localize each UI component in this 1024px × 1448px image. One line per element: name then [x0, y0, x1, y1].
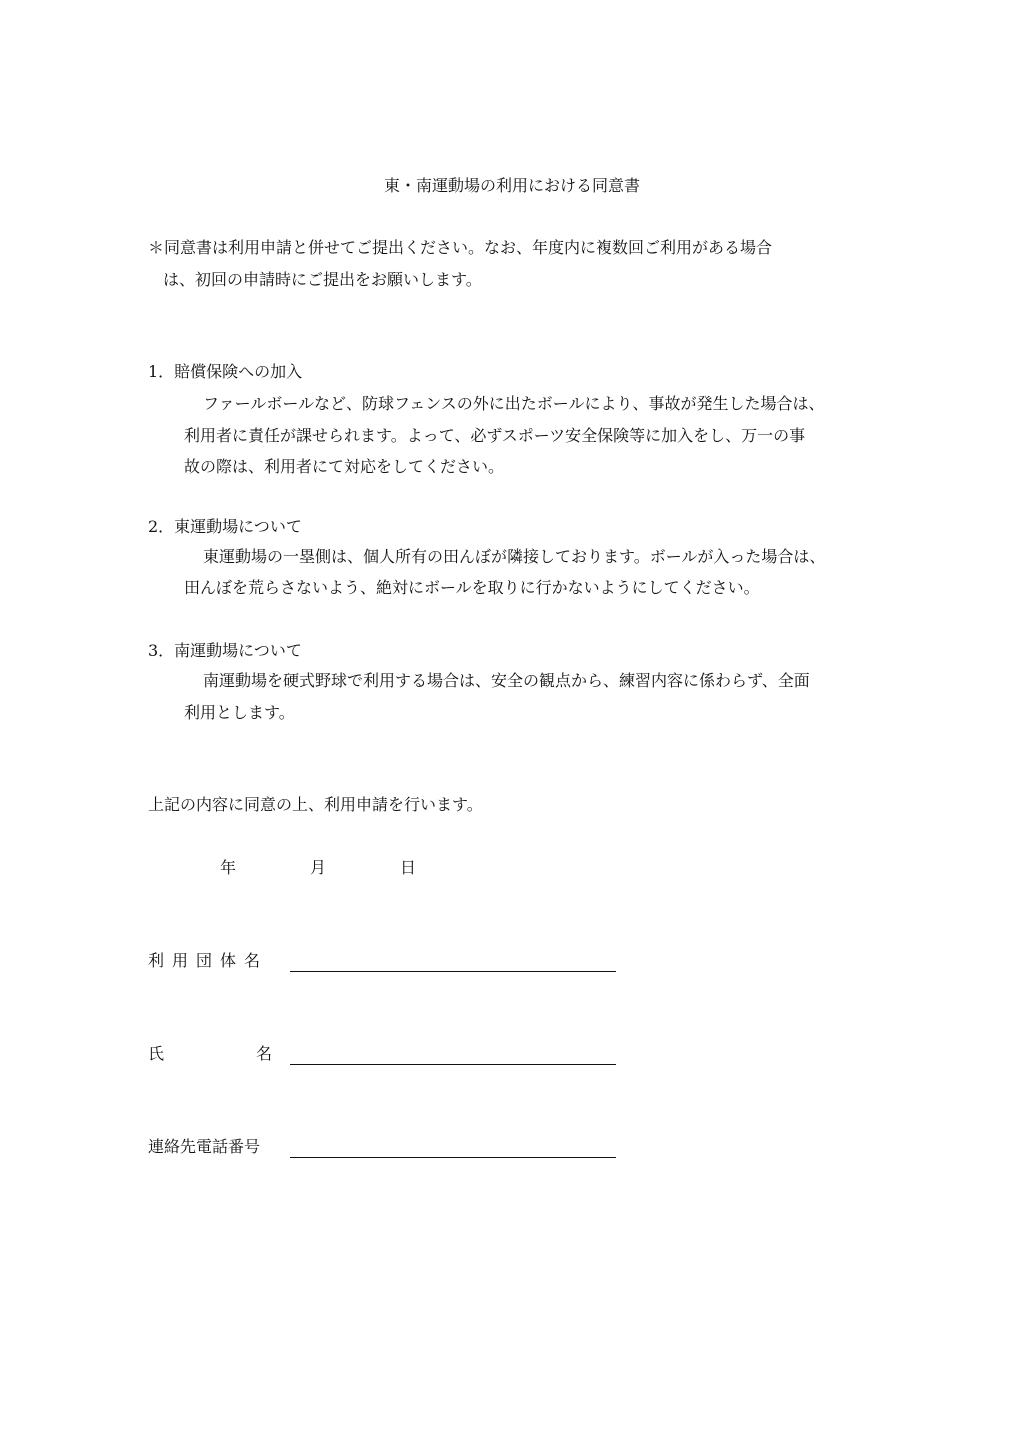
- date-day-label: 日: [400, 858, 417, 877]
- section-3-line-2: 利用とします。: [184, 703, 295, 722]
- name-label-second: 名: [256, 1044, 273, 1063]
- date-month-label: 月: [310, 858, 327, 877]
- agreement-statement: 上記の内容に同意の上、利用申請を行います。: [148, 795, 483, 814]
- date-year-label: 年: [220, 858, 237, 877]
- section-1-line-3: 故の際は、利用者にて対応をしてください。: [184, 457, 505, 476]
- section-2-line-2: 田んぼを荒らさないよう、絶対にボールを取りに行かないようにしてください。: [184, 578, 760, 597]
- section-1-line-2: 利用者に責任が課せられます。よって、必ずスポーツ安全保険等に加入をし、万一の事: [184, 426, 806, 445]
- group-name-label: 利用団体名: [148, 951, 269, 970]
- document-title: 東・南運動場の利用における同意書: [383, 176, 640, 195]
- section-2-heading: 2．東運動場について: [148, 517, 302, 536]
- phone-line[interactable]: [290, 1157, 616, 1158]
- section-1-heading: 1．賠償保険への加入: [148, 362, 303, 381]
- phone-label: 連絡先電話番号: [148, 1137, 261, 1156]
- section-3-heading: 3．南運動場について: [148, 641, 302, 660]
- name-line[interactable]: [290, 1064, 616, 1065]
- section-3-line-1: 南運動場を硬式野球で利用する場合は、安全の観点から、練習内容に係わらず、全面: [203, 671, 810, 690]
- section-2-line-1: 東運動場の一塁側は、個人所有の田んぼが隣接しております。ボールが入った場合は、: [203, 547, 826, 566]
- note-line-1: ＊同意書は利用申請と併せてご提出ください。なお、年度内に複数回ご利用がある場合: [148, 238, 773, 257]
- group-name-line[interactable]: [290, 971, 616, 972]
- note-line-2: は、初回の申請時にご提出をお願いします。: [163, 270, 482, 289]
- name-label-first: 氏: [148, 1044, 165, 1063]
- section-1-line-1: ファールボールなど、防球フェンスの外に出たボールにより、事故が発生した場合は、: [203, 394, 825, 413]
